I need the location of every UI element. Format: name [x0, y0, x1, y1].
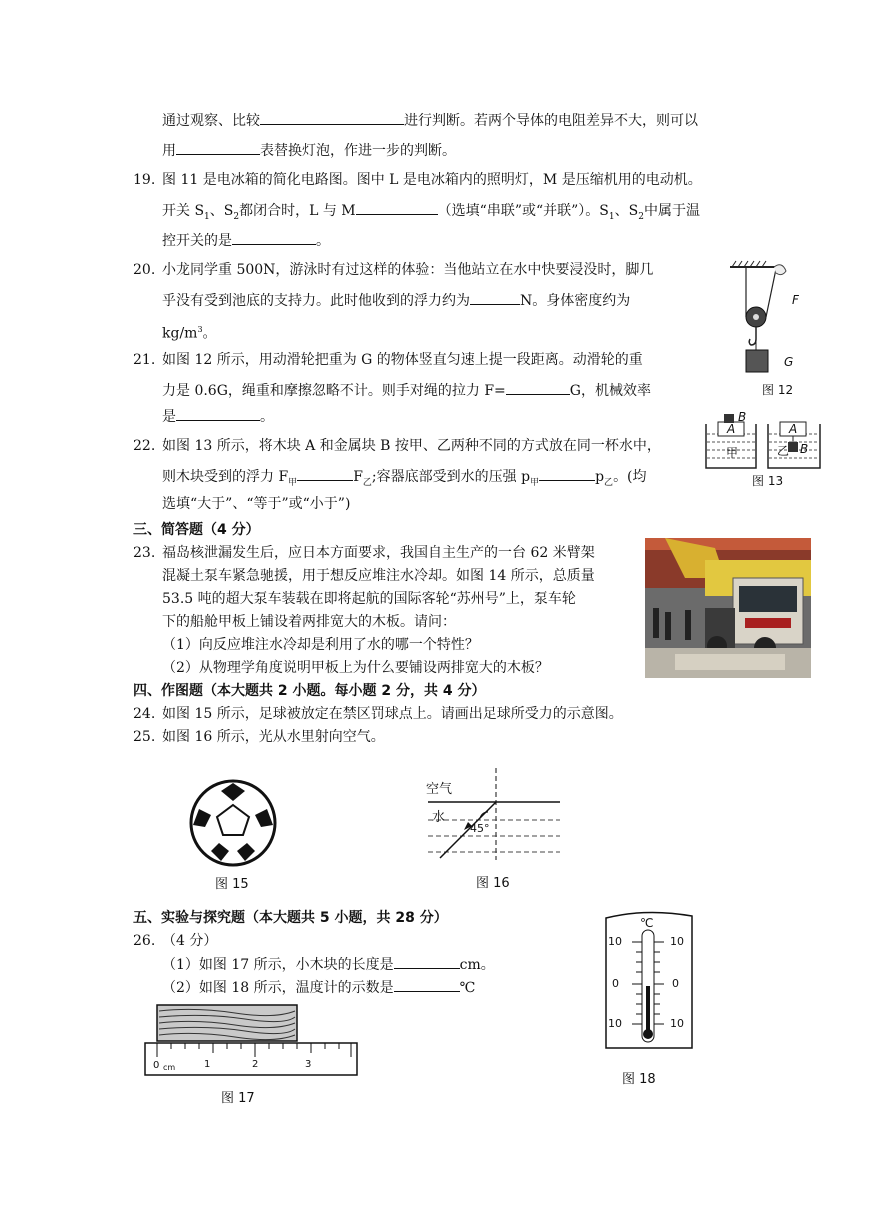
text: 。(均 — [613, 469, 647, 485]
answer-blank[interactable] — [506, 380, 570, 395]
q26-part-1 — [162, 954, 495, 975]
text: F — [353, 469, 363, 485]
tick-3: 3 — [305, 1059, 312, 1070]
q23-line-4: 下的船舱甲板上铺设着两排宽大的木板。请问： — [162, 614, 456, 630]
subscript: 1 — [608, 211, 615, 222]
text: 控开关的是 — [162, 233, 232, 249]
text: kg/m — [162, 325, 198, 342]
scale-left-bottom: 10 — [608, 1017, 622, 1030]
text: 则木块受到的浮力 F — [162, 469, 289, 485]
text: 是 — [162, 409, 176, 425]
unit-celsius: ℃ — [640, 916, 654, 930]
q19-line-2 — [162, 200, 700, 227]
q20-number: 20. — [133, 262, 156, 278]
tick-0: 0 — [153, 1060, 160, 1071]
figure-12-caption: 图 12 — [762, 383, 794, 397]
scale-right-bottom: 10 — [670, 1017, 684, 1030]
text: 。 — [316, 233, 330, 249]
q24-text: 如图 15 所示，足球被放定在禁区罚球点上。请画出足球所受力的示意图。 — [162, 706, 623, 722]
football-drawing — [185, 775, 295, 871]
q20-line-1: 小龙同学重 500N，游泳时有过这样的体验：当他站立在水中快要浸没时，脚几 — [162, 262, 654, 278]
answer-blank[interactable] — [394, 954, 460, 969]
text: （1）如图 17 所示，小木块的长度是 — [162, 957, 394, 973]
label-F: F — [792, 293, 799, 307]
text: 中属于温 — [643, 203, 700, 219]
text: cm。 — [459, 957, 495, 973]
figure-14-photo — [645, 538, 811, 678]
figure-18-caption: 图 18 — [622, 1072, 656, 1087]
tick-2: 2 — [252, 1059, 259, 1070]
q26-score: （4 分） — [162, 933, 218, 949]
top-line-1 — [162, 110, 698, 131]
text: （2）如图 18 所示，温度计的示数是 — [162, 980, 394, 996]
q20-line-3 — [162, 320, 217, 344]
figure-12 — [726, 255, 826, 405]
text: G，机械效率 — [569, 383, 651, 399]
q23-line-2: 混凝土泵车紧急驰援，用于想反应堆注水冷却。如图 14 所示，总质量 — [162, 568, 595, 584]
answer-blank[interactable] — [356, 200, 438, 215]
q22-number: 22. — [133, 438, 156, 454]
answer-blank[interactable] — [297, 466, 353, 481]
superscript: 3 — [197, 325, 203, 334]
q19-number: 19. — [133, 172, 156, 188]
label-jia: 甲 — [726, 446, 739, 460]
scale-left-top: 10 — [608, 935, 622, 948]
q21-line-2 — [162, 380, 651, 401]
q23-line-5: （1）向反应堆注水冷却是利用了水的哪一个特性？ — [162, 637, 479, 653]
figure-13 — [700, 408, 828, 492]
subscript: 2 — [233, 211, 240, 222]
subscript: 1 — [204, 211, 210, 222]
text: 都闭合时，L 与 M — [239, 203, 356, 219]
text: N。身体密度约为 — [520, 293, 631, 309]
subscript: 甲 — [530, 477, 540, 488]
q19-line-1: 图 11 是电冰箱的简化电路图。图中 L 是电冰箱内的照明灯，M 是压缩机用的电动机。 — [162, 172, 702, 188]
figure-17-caption: 图 17 — [221, 1091, 255, 1106]
answer-blank[interactable] — [394, 977, 460, 992]
label-angle: 45° — [470, 822, 490, 835]
subscript: 乙 — [362, 477, 372, 488]
figure-16 — [420, 764, 570, 892]
label-A-right: A — [789, 422, 798, 436]
answer-blank[interactable] — [232, 230, 316, 245]
text: 通过观察、比较 — [162, 113, 260, 129]
figure-15-caption: 图 15 — [215, 877, 249, 892]
q23-number: 23. — [133, 545, 156, 561]
text: ℃ — [459, 980, 476, 996]
answer-blank[interactable] — [470, 290, 520, 305]
q19-line-3 — [162, 230, 330, 251]
answer-blank[interactable] — [539, 466, 595, 481]
scale-left-zero: 0 — [612, 977, 619, 990]
answer-blank[interactable] — [176, 140, 260, 155]
text: 、S — [209, 203, 234, 219]
label-yi: 乙 — [777, 444, 790, 458]
scale-right-top: 10 — [670, 935, 684, 948]
q23-line-6: （2）从物理学角度说明甲板上为什么要铺设两排宽大的木板？ — [162, 660, 549, 676]
scale-right-zero: 0 — [672, 977, 679, 990]
text: 开关 S — [162, 203, 205, 219]
section-4-title: 四、作图题（本大题共 2 小题。每小题 2 分，共 4 分） — [133, 683, 486, 699]
text: ;容器底部受到水的压强 p — [371, 469, 531, 485]
section-5-title: 五、实验与探究题（本大题共 5 小题，共 28 分） — [133, 910, 448, 926]
tick-1: 1 — [204, 1059, 211, 1070]
pump-truck-image — [645, 538, 811, 678]
label-water: 水 — [432, 810, 446, 825]
figure-13-caption: 图 13 — [752, 474, 784, 488]
text: 。 — [260, 409, 274, 425]
q22-line-2 — [162, 466, 647, 493]
q25-number: 25. — [133, 729, 156, 745]
q26-number: 26. — [133, 933, 156, 949]
figure-15 — [185, 775, 295, 893]
text: 。 — [202, 325, 217, 342]
answer-blank[interactable] — [260, 110, 404, 125]
q26-part-2 — [162, 977, 475, 998]
text: p — [595, 469, 605, 485]
label-G: G — [784, 355, 794, 369]
answer-blank[interactable] — [176, 406, 260, 421]
q21-line-3 — [162, 406, 274, 427]
text: 力是 0.6G，绳重和摩擦忽略不计。则手对绳的拉力 F= — [162, 383, 506, 399]
label-B-right: B — [800, 442, 809, 456]
figure-17 — [135, 1003, 361, 1107]
figure-16-caption: 图 16 — [476, 876, 510, 891]
text: 用 — [162, 143, 176, 159]
top-line-2 — [162, 140, 456, 161]
q21-line-1: 如图 12 所示，用动滑轮把重为 G 的物体竖直匀速上提一段距离。动滑轮的重 — [162, 352, 643, 368]
q24-number: 24. — [133, 706, 156, 722]
subscript: 乙 — [604, 477, 614, 488]
q20-line-2 — [162, 290, 630, 311]
q22-line-3: 选填“大于”、“等于”或“小于”) — [162, 496, 351, 512]
q23-line-3: 53.5 吨的超大泵车装载在即将起航的国际客轮“苏州号”上，泵车轮 — [162, 591, 576, 607]
label-air: 空气 — [426, 782, 453, 797]
text: 、S — [614, 203, 639, 219]
text: 乎没有受到池底的支持力。此时他收到的浮力约为 — [162, 293, 470, 309]
q22-line-1: 如图 13 所示，将木块 A 和金属块 B 按甲、乙两种不同的方式放在同一杯水中， — [162, 438, 661, 454]
text: （选填“串联”或“并联”）。S — [437, 203, 609, 219]
label-A-left: A — [727, 422, 736, 436]
figure-18 — [596, 908, 702, 1092]
q21-number: 21. — [133, 352, 156, 368]
subscript: 2 — [638, 211, 644, 222]
section-3-title: 三、简答题（4 分） — [133, 522, 260, 538]
text: 进行判断。若两个导体的电阻差异不大，则可以 — [404, 113, 698, 129]
label-B-left: B — [738, 410, 747, 424]
subscript: 甲 — [288, 477, 298, 488]
tick-unit: cm — [163, 1063, 176, 1072]
q25-text: 如图 16 所示，光从水里射向空气。 — [162, 729, 385, 745]
q23-line-1: 福岛核泄漏发生后，应日本方面要求，我国自主生产的一台 62 米臂架 — [162, 545, 595, 561]
text: 表替换灯泡，作进一步的判断。 — [260, 143, 456, 159]
